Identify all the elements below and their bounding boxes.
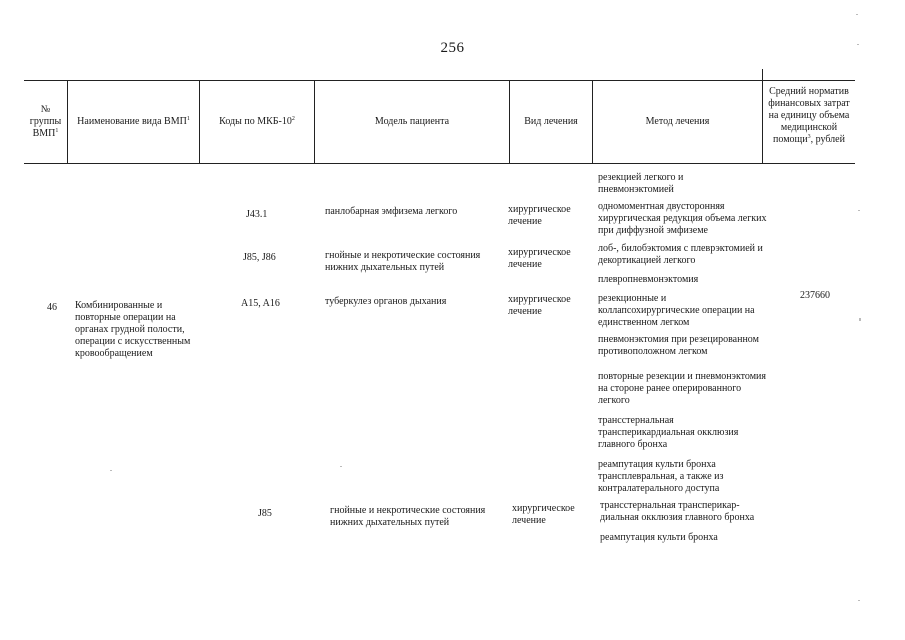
scan-speck [340,466,342,467]
header-average-cost-text: Средний норматив финансовых затрат на единицу объема медицинской помощи [768,86,850,145]
patient-model: туберкулез органов дыхания [325,296,447,307]
method-item: трансстернальная трансперикар-диальная окклюзия главного бронха [600,500,755,523]
method-item: трансстернальная трансперикардиальная окклюзия главного бронха [598,415,739,450]
icd-code: J85, J86 [243,252,276,263]
header-group-number-text: № группы ВМП [29,104,62,139]
method-item: резекционные и коллапсохирургические операции на единственном легком [598,293,755,328]
page-number: 256 [440,40,465,56]
header-treatment-kind: Вид лечения [509,81,592,163]
scan-speck [857,44,859,45]
treatment-kind: хирургическое лечение [512,503,575,526]
header-footnote-mark: 2 [291,116,295,122]
header-average-cost-unit: , рублей [810,134,845,145]
scan-speck [858,210,860,211]
method-item: лоб-, билобэктомия с плеврэктомией и декортикацией легкого [598,243,763,266]
method-item: резекцией легкого и пневмонэктомией [598,172,684,195]
method-item: повторные резекции и пневмонэктомия на стороне ранее оперированного легкого [598,371,767,406]
method-item: плевропневмонэктомия [598,274,699,285]
header-icd-codes-text: Коды по МКБ-10 [219,116,292,127]
header-treatment-method: Метод лечения [592,81,762,163]
method-item: реампутация культи бронха трансплевральная, а также из контралатерального доступа [598,459,724,494]
header-patient-model: Модель пациента [314,81,509,163]
header-average-cost [762,69,855,163]
table-header [24,80,855,164]
icd-code: A15, A16 [241,298,280,309]
header-footnote-mark: 1 [186,116,190,122]
header-icd-codes [199,81,314,163]
group-vmp-name: Комбинированные и повторные операции на органах грудной полости, операции с искусственным кровообращением [75,300,191,359]
group-average-cost: 237660 [800,290,830,301]
patient-model: панлобарная эмфизема легкого [325,206,458,217]
treatment-kind: хирургическое лечение [508,204,571,227]
scan-speck [110,470,112,471]
method-item: пневмонэктомия при резецированном противоположном легком [598,334,759,357]
header-footnote-mark: 1 [55,128,59,134]
group-number: 46 [47,302,57,313]
scan-speck [856,14,858,15]
scan-speck [859,318,861,321]
scan-speck [858,600,860,601]
patient-model: гнойные и некротические состояния нижних дыхательных путей [330,505,486,528]
method-item: одномоментная двусторонняя хирургическая редукция объема легких при диффузной эмфиземе [598,201,767,236]
header-group-number [24,81,67,163]
icd-code: J85 [258,508,272,519]
header-vmp-name [67,81,199,163]
treatment-kind: хирургическое лечение [508,294,571,317]
icd-code: J43.1 [246,209,268,220]
header-vmp-name-text: Наименование вида ВМП [77,116,187,127]
method-item: реампутация культи бронха [600,532,718,543]
patient-model: гнойные и некротические состояния нижних дыхательных путей [325,250,481,273]
treatment-kind: хирургическое лечение [508,247,571,270]
header-footnote-mark: 3 [807,134,811,140]
